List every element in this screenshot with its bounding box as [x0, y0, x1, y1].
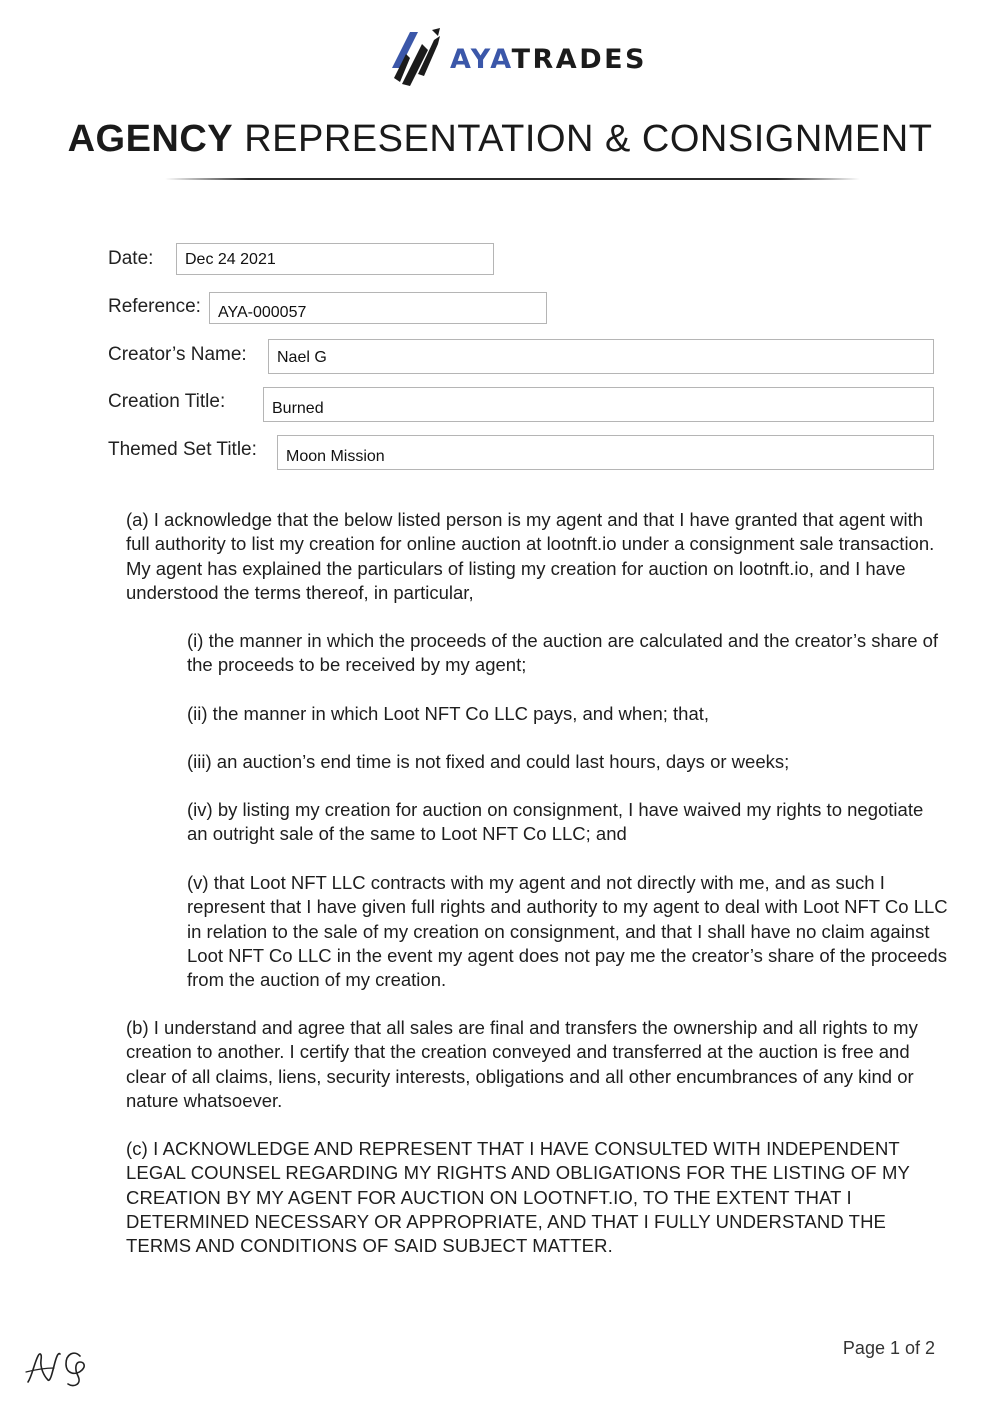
clause-b: (b) I understand and agree that all sales are final and transfers the ownership and all rights to my creation to another. I certify that the creation conveyed and transferred at the auction is free and clear of all claims, liens, security interests, obligations and all other encumbrances of any kind or nature whatsoever.	[126, 1017, 918, 1111]
ayatrades-logo-icon	[388, 24, 440, 90]
signature-initials	[24, 1346, 94, 1388]
brand-name	[450, 44, 647, 75]
creator-name-field[interactable]: Nael G	[268, 339, 934, 374]
clause-a-item-ii: (ii) the manner in which Loot NFT Co LLC pays, and when; that,	[187, 703, 710, 724]
clause-a-item-iii: (iii) an auction’s end time is not fixed and could last hours, days or weeks;	[187, 751, 790, 772]
document-title-rest: REPRESENTATION & CONSIGNMENT	[233, 118, 933, 160]
clause-a-item-v: (v) that Loot NFT LLC contracts with my agent and not directly with me, and as such I represent that I have given full rights and authority to my agent to deal with Loot NFT Co LLC in relation to the sale of my creation on consignment, and that I shall have no claim against Loot NFT Co LLC in the event my agent does not pay me the creator’s share of the proceeds from the auction of my creation.	[187, 872, 948, 991]
brand-logo	[388, 24, 647, 90]
creation-title-field[interactable]: Burned	[263, 387, 934, 422]
brand-name-aya: AYA	[450, 43, 512, 75]
creator-name-label: Creator’s Name:	[108, 344, 247, 365]
clause-c: (c) I ACKNOWLEDGE AND REPRESENT THAT I HAVE CONSULTED WITH INDEPENDENT LEGAL COUNSEL REGARDING MY RIGHTS AND OBLIGATIONS FOR THE LISTING OF MY CREATION BY MY AGENT FOR AUCTION ON LOOTNFT.IO, TO THE EXTENT THAT I DETERMINED NECESSARY OR APPROPRIATE, AND THAT I FULLY UNDERSTAND THE TERMS AND CONDITIONS OF SAID SUBJECT MATTER.	[126, 1138, 910, 1257]
document-title-bold: AGENCY	[67, 118, 234, 160]
clause-a-item-iv: (iv) by listing my creation for auction on consignment, I have waived my rights to negotiate an outright sale of the same to Loot NFT Co LLC; and	[187, 799, 924, 845]
clause-a: (a) I acknowledge that the below listed person is my agent and that I have granted that agent with full authority to list my creation for online auction at lootnft.io under a consignment sale transaction. My agent has explained the particulars of listing my creation for auction on lootnft.io, and I have understood the terms thereof, in particular,	[126, 509, 935, 603]
document-title	[0, 118, 1000, 161]
reference-field[interactable]: AYA-000057	[209, 292, 547, 324]
date-label: Date:	[108, 248, 154, 269]
creation-title-label: Creation Title:	[108, 391, 226, 412]
themed-set-title-field[interactable]: Moon Mission	[277, 435, 934, 470]
reference-label: Reference:	[108, 296, 201, 317]
themed-set-title-label: Themed Set Title:	[108, 439, 257, 460]
title-divider	[165, 178, 860, 180]
clause-a-item-i: (i) the manner in which the proceeds of the auction are calculated and the creator’s share of the proceeds to be received by my agent;	[187, 630, 939, 676]
page-number: Page 1 of 2	[842, 1338, 935, 1358]
date-field[interactable]: Dec 24 2021	[176, 243, 494, 275]
brand-name-trades: TRADES	[511, 43, 647, 75]
